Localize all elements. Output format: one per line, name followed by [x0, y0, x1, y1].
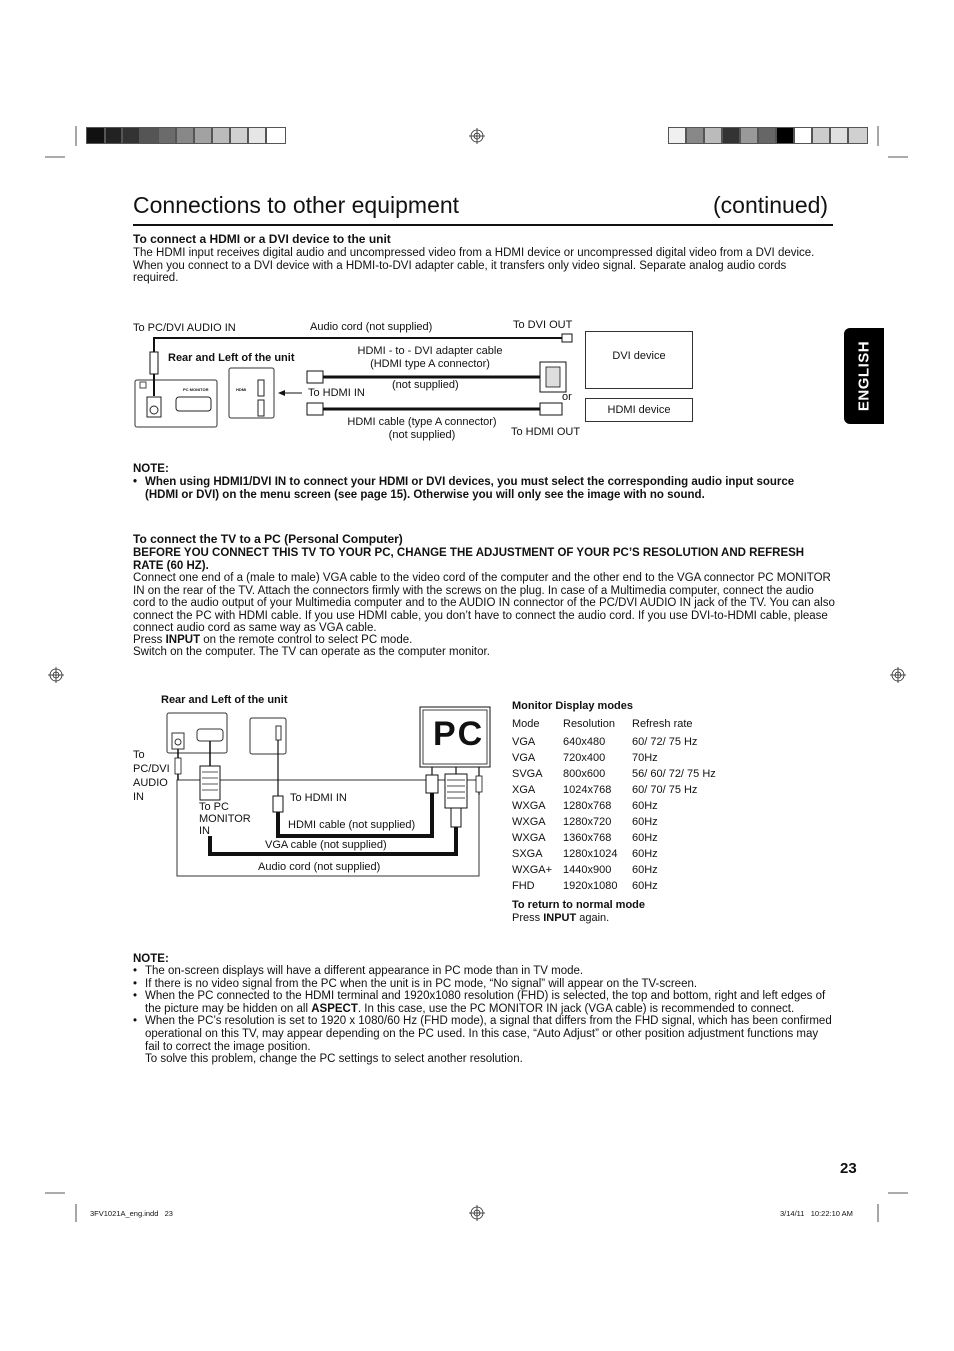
note2-item-4 [133, 1015, 835, 1065]
label-or: or [562, 391, 572, 403]
resolution-cell: 1440x900 [563, 864, 612, 876]
note2-item-3 [133, 990, 835, 1015]
table-row [512, 848, 732, 864]
modes-header-refresh: Refresh rate [632, 718, 693, 730]
table-row [512, 800, 732, 816]
page-title: Connections to other equipment [133, 192, 460, 218]
table-row [512, 816, 732, 832]
note1-label: NOTE: [133, 463, 169, 475]
refresh-cell: 60Hz [632, 848, 658, 860]
refresh-cell: 70Hz [632, 752, 658, 764]
press-input-bold: INPUT [165, 634, 201, 646]
mode-cell: WXGA [512, 816, 546, 828]
press-suffix: on the remote control to select PC mode. [200, 634, 413, 646]
label-audio-cord-2: Audio cord (not supplied) [258, 861, 381, 873]
label-vga-cable: VGA cable (not supplied) [265, 839, 387, 851]
refresh-cell: 60Hz [632, 800, 658, 812]
pc-section-switch-on: Switch on the computer. The TV can operate as the computer monitor. [133, 646, 490, 658]
mode-cell: WXGA [512, 832, 546, 844]
modes-header-resolution: Resolution [563, 718, 615, 730]
return-input-bold: INPUT [543, 912, 577, 924]
return-prefix: Press [512, 912, 544, 924]
pc-section-heading: To connect the TV to a PC (Personal Computer) [133, 532, 403, 546]
refresh-cell: 60Hz [632, 880, 658, 892]
note2-item-3-aspect: ASPECT [311, 1002, 358, 1015]
resolution-cell: 1280x1024 [563, 848, 618, 860]
note2-item-2: • If there is no video signal from the PC when the unit is in PC mode, “No signal” will appear on the TV-screen. [133, 978, 835, 991]
hdmi-device-label: HDMI device [607, 404, 671, 416]
modes-title: Monitor Display modes [512, 700, 634, 712]
note2-item-4-a: When the PC’s resolution is set to 1920 x 1080/60 Hz (FHD mode), a signal that differs from the FHD signal, which has been confirmed operational on this TV, may appear depending on the PC used. In this case, “Auto Adjust” or other position adjustment functions may fail to correct the image position. [145, 1015, 832, 1053]
refresh-cell: 60Hz [632, 816, 658, 828]
hdmi-section-body: The HDMI input receives digital audio and uncompressed video from a HDMI device or uncompressed digital video from a DVI device. When you connect to a DVI device with a HDMI-to-DVI adapter cable, it transfers only video signal. Separate analog audio cords required. [133, 247, 815, 285]
dvi-device-label: DVI device [612, 350, 666, 362]
label-to-hdmi-in: To HDMI IN [308, 387, 365, 399]
table-row [512, 784, 732, 800]
resolution-cell: 720x400 [563, 752, 606, 764]
table-row [512, 864, 732, 880]
resolution-cell: 1360x768 [563, 832, 612, 844]
label-adapter-cable-line2: (HDMI type A connector) [370, 358, 490, 370]
modes-header-row [512, 718, 732, 736]
label-to-pc-monitor-in: To PC MONITOR IN [199, 801, 251, 837]
resolution-cell: 1920x1080 [563, 880, 618, 892]
table-row [512, 736, 732, 752]
resolution-cell: 1024x768 [563, 784, 612, 796]
pc-section-warning: BEFORE YOU CONNECT THIS TV TO YOUR PC, CHANGE THE ADJUSTMENT OF YOUR PC’S RESOLUTION AND REFRESH RATE (60 HZ). [133, 547, 805, 572]
resolution-cell: 1280x720 [563, 816, 612, 828]
mode-cell: SVGA [512, 768, 543, 780]
label-audio-cord: Audio cord (not supplied) [310, 321, 433, 333]
table-row [512, 880, 732, 896]
refresh-cell: 60/ 70/ 75 Hz [632, 784, 698, 796]
footer-date: 3/14/11 10:22:10 AM [780, 1209, 853, 1218]
mode-cell: WXGA+ [512, 864, 553, 876]
registration-mark-bottom [469, 1205, 485, 1221]
pc-section-body: Connect one end of a (male to male) VGA cable to the video cord of the computer and the other end to the VGA connector PC MONITOR IN on the rear of the TV. Attach the connectors firmly with the screws on the plug. In case of a Multimedia computer, connect the audio cord to the audio output of your Multimedia computer and to the AUDIO IN connector of the PC/DVI AUDIO IN jack of the TV. You can also connect the PC with HDMI cable. If you use HDMI cable, you don’t have to connect the audio cord. If you use DVI-to-HDMI cable, please connect audio cord as same way as VGA cable. [133, 572, 835, 635]
table-row [512, 768, 732, 784]
modes-table [512, 718, 732, 896]
refresh-cell: 60Hz [632, 864, 658, 876]
resolution-cell: 1280x768 [563, 800, 612, 812]
mode-cell: FHD [512, 880, 535, 892]
mode-cell: XGA [512, 784, 536, 796]
note2-item-3-a: When the PC connected to the HDMI terminal and 1920x1080 resolution (FHD) is selected, the top and bottom, right and left edges of the picture may be hidden on all [145, 990, 826, 1015]
table-row [512, 832, 732, 848]
refresh-cell: 60Hz [632, 832, 658, 844]
hdmi-section-heading: To connect a HDMI or a DVI device to the unit [133, 232, 391, 246]
return-normal-title: To return to normal mode [512, 899, 646, 911]
footer-file: 3FV1021A_eng.indd 23 [90, 1209, 173, 1218]
mode-cell: SXGA [512, 848, 543, 860]
label-rear-left-2: Rear and Left of the unit [161, 694, 288, 706]
modes-rows [512, 736, 732, 896]
note1-item: • When using HDMI1/DVI IN to connect your HDMI or DVI devices, you must select the corresponding audio input source (HDMI or DVI) on the menu screen (see page 15). Otherwise you will only see the image with no sound. [133, 476, 823, 501]
refresh-cell: 60/ 72/ 75 Hz [632, 736, 698, 748]
label-to-hdmi-in-2: To HDMI IN [290, 792, 347, 804]
return-suffix: again. [576, 912, 610, 924]
label-to-hdmi-out: To HDMI OUT [511, 426, 581, 438]
pc-monitor-port-label: PC MONITOR [183, 387, 209, 392]
note2-item-4-b: To solve this problem, change the PC settings to select another resolution. [145, 1053, 523, 1066]
modes-header-mode: Mode [512, 718, 540, 730]
language-tab-label: ENGLISH [855, 340, 873, 412]
note2-item-3-c: . In this case, use the PC MONITOR IN jack (VGA cable) is recommended to connect. [357, 1002, 795, 1015]
label-rear-left: Rear and Left of the unit [168, 352, 295, 364]
page-title-continued: (continued) [713, 192, 829, 218]
pc-big-label: PC [433, 715, 485, 753]
mode-cell: VGA [512, 752, 536, 764]
mode-cell: VGA [512, 736, 536, 748]
table-row [512, 752, 732, 768]
note2-label: NOTE: [133, 953, 169, 965]
note2-item-1: • The on-screen displays will have a different appearance in PC mode than in TV mode. [133, 965, 835, 978]
page-number: 23 [840, 1160, 857, 1177]
refresh-cell: 56/ 60/ 72/ 75 Hz [632, 768, 716, 780]
mode-cell: WXGA [512, 800, 546, 812]
press-prefix: Press [133, 634, 166, 646]
label-adapter-cable-line1: HDMI - to - DVI adapter cable [357, 345, 503, 357]
label-hdmi-cable-line2: (not supplied) [388, 429, 456, 441]
resolution-cell: 640x480 [563, 736, 606, 748]
label-to-dvi-out: To DVI OUT [513, 319, 573, 331]
note2-list [133, 965, 835, 1066]
label-to-pc-dvi-audio-in: To PC/DVI AUDIO IN [133, 749, 170, 803]
resolution-cell: 800x600 [563, 768, 606, 780]
label-hdmi-cable-2: HDMI cable (not supplied) [288, 819, 416, 831]
return-normal-body [512, 912, 609, 925]
hdmi-port-label: HDMI [236, 387, 247, 392]
label-pc-dvi-audio-in: To PC/DVI AUDIO IN [133, 322, 236, 334]
label-not-supplied: (not supplied) [392, 379, 459, 391]
label-hdmi-cable-line1: HDMI cable (type A connector) [347, 416, 497, 428]
